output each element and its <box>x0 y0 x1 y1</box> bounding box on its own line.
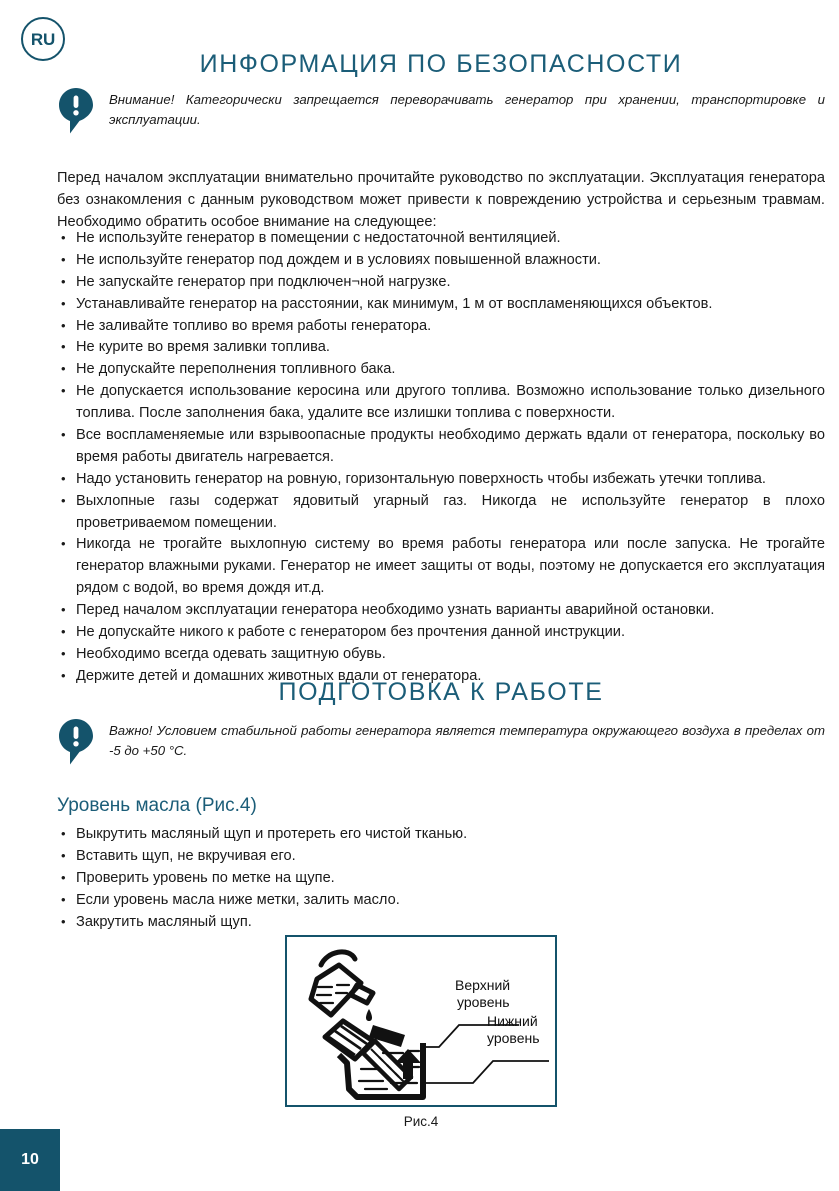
notice-safety <box>57 87 825 135</box>
safety-intro-paragraph: Перед началом эксплуатации внимательно прочитайте руководство по эксплуатации. Эксплуатация генератора без ознакомления с данным руководством может привести к повреждению устройства и серьезным травмам. Необходимо обратить особое внимание на следующее: <box>57 170 825 230</box>
figure-label-upper-line2: уровень <box>457 994 510 1010</box>
list-item: • Если уровень масла ниже метки, залить масло. <box>57 890 825 912</box>
list-item: • Надо установить генератор на ровную, горизонтальную поверхность чтобы избежать утечки топлива. <box>57 469 825 491</box>
list-item: • Не допускается использование керосина или другого топлива. Возможно использование только дизельного топлива. После заполнения бака, удалите все излишки топлива с поверхности. <box>57 381 825 425</box>
list-item: • Проверить уровень по метке на щупе. <box>57 868 825 890</box>
list-item: • Вставить щуп, не вкручивая его. <box>57 846 825 868</box>
subsection-title-oil-level: Уровень масла (Рис.4) <box>57 795 257 816</box>
notice-safety-text: Внимание! Категорически запрещается переворачивать генератор при хранении, транспортировке и эксплуатации. <box>109 92 825 128</box>
page-number-label: 10 <box>21 1151 39 1168</box>
list-item: • Держите детей и домашних животных вдали от генератора. <box>57 666 825 688</box>
figure-oil-dipstick <box>285 935 557 1107</box>
section-title-safety: ИНФОРМАЦИЯ ПО БЕЗОПАСНОСТИ <box>199 50 683 78</box>
list-item: • Не заливайте топливо во время работы генератора. <box>57 316 825 338</box>
list-item: • Закрутить масляный щуп. <box>57 912 825 934</box>
notice-preparation <box>57 718 825 766</box>
section-title-preparation: ПОДГОТОВКА К РАБОТЕ <box>278 678 604 706</box>
list-item: • Не курите во время заливки топлива. <box>57 337 825 359</box>
list-item: • Перед началом эксплуатации генератора необходимо узнать варианты аварийной остановки. <box>57 600 825 622</box>
list-item: • Устанавливайте генератор на расстоянии, как минимум, 1 м от воспламеняющихся объектов. <box>57 294 825 316</box>
figure-label-lower-line1: Нижний <box>487 1013 538 1029</box>
list-item: • Не допускайте никого к работе с генератором без прочтения данной инструкции. <box>57 622 825 644</box>
figure-caption: Рис.4 <box>403 1114 439 1129</box>
list-item: • Выхлопные газы содержат ядовитый угарный газ. Никогда не используйте генератор в плохо проветриваемом помещении. <box>57 491 825 535</box>
list-item: • Не используйте генератор в помещении с недостаточной вентиляцией. <box>57 228 825 250</box>
figure-label-lower-line2: уровень <box>487 1030 540 1046</box>
list-item: • Не используйте генератор под дождем и в условиях повышенной влажности. <box>57 250 825 272</box>
safety-bullet-list <box>57 228 825 688</box>
list-item: • Не запускайте генератор при подключен¬ной нагрузке. <box>57 272 825 294</box>
figure-label-upper-line1: Верхний <box>455 977 511 993</box>
language-badge-label: RU <box>30 29 56 49</box>
list-item: • Выкрутить масляный щуп и протереть его чистой тканью. <box>57 824 825 846</box>
notice-preparation-text: Важно! Условием стабильной работы генератора является температура окружающего воздуха в пределах от -5 до +50 °C. <box>109 723 825 759</box>
important-pin-icon <box>57 718 97 766</box>
warning-pin-icon <box>57 87 97 135</box>
list-item: • Не допускайте переполнения топливного бака. <box>57 359 825 381</box>
list-item: • Необходимо всегда одевать защитную обувь. <box>57 644 825 666</box>
list-item: • Никогда не трогайте выхлопную систему во время работы генератора или после запуска. Не трогайте генератор влажными руками. Генератор не имеет защиты от воды, поэтому не допускается его эксплуатация рядом с водой, во время дождя ит.д. <box>57 534 825 600</box>
oil-level-bullet-list <box>57 824 825 933</box>
page-number-box <box>0 1129 60 1191</box>
list-item: • Все воспламеняемые или взрывоопасные продукты необходимо держать вдали от генератора, поскольку во время работы двигатель нагревается. <box>57 425 825 469</box>
